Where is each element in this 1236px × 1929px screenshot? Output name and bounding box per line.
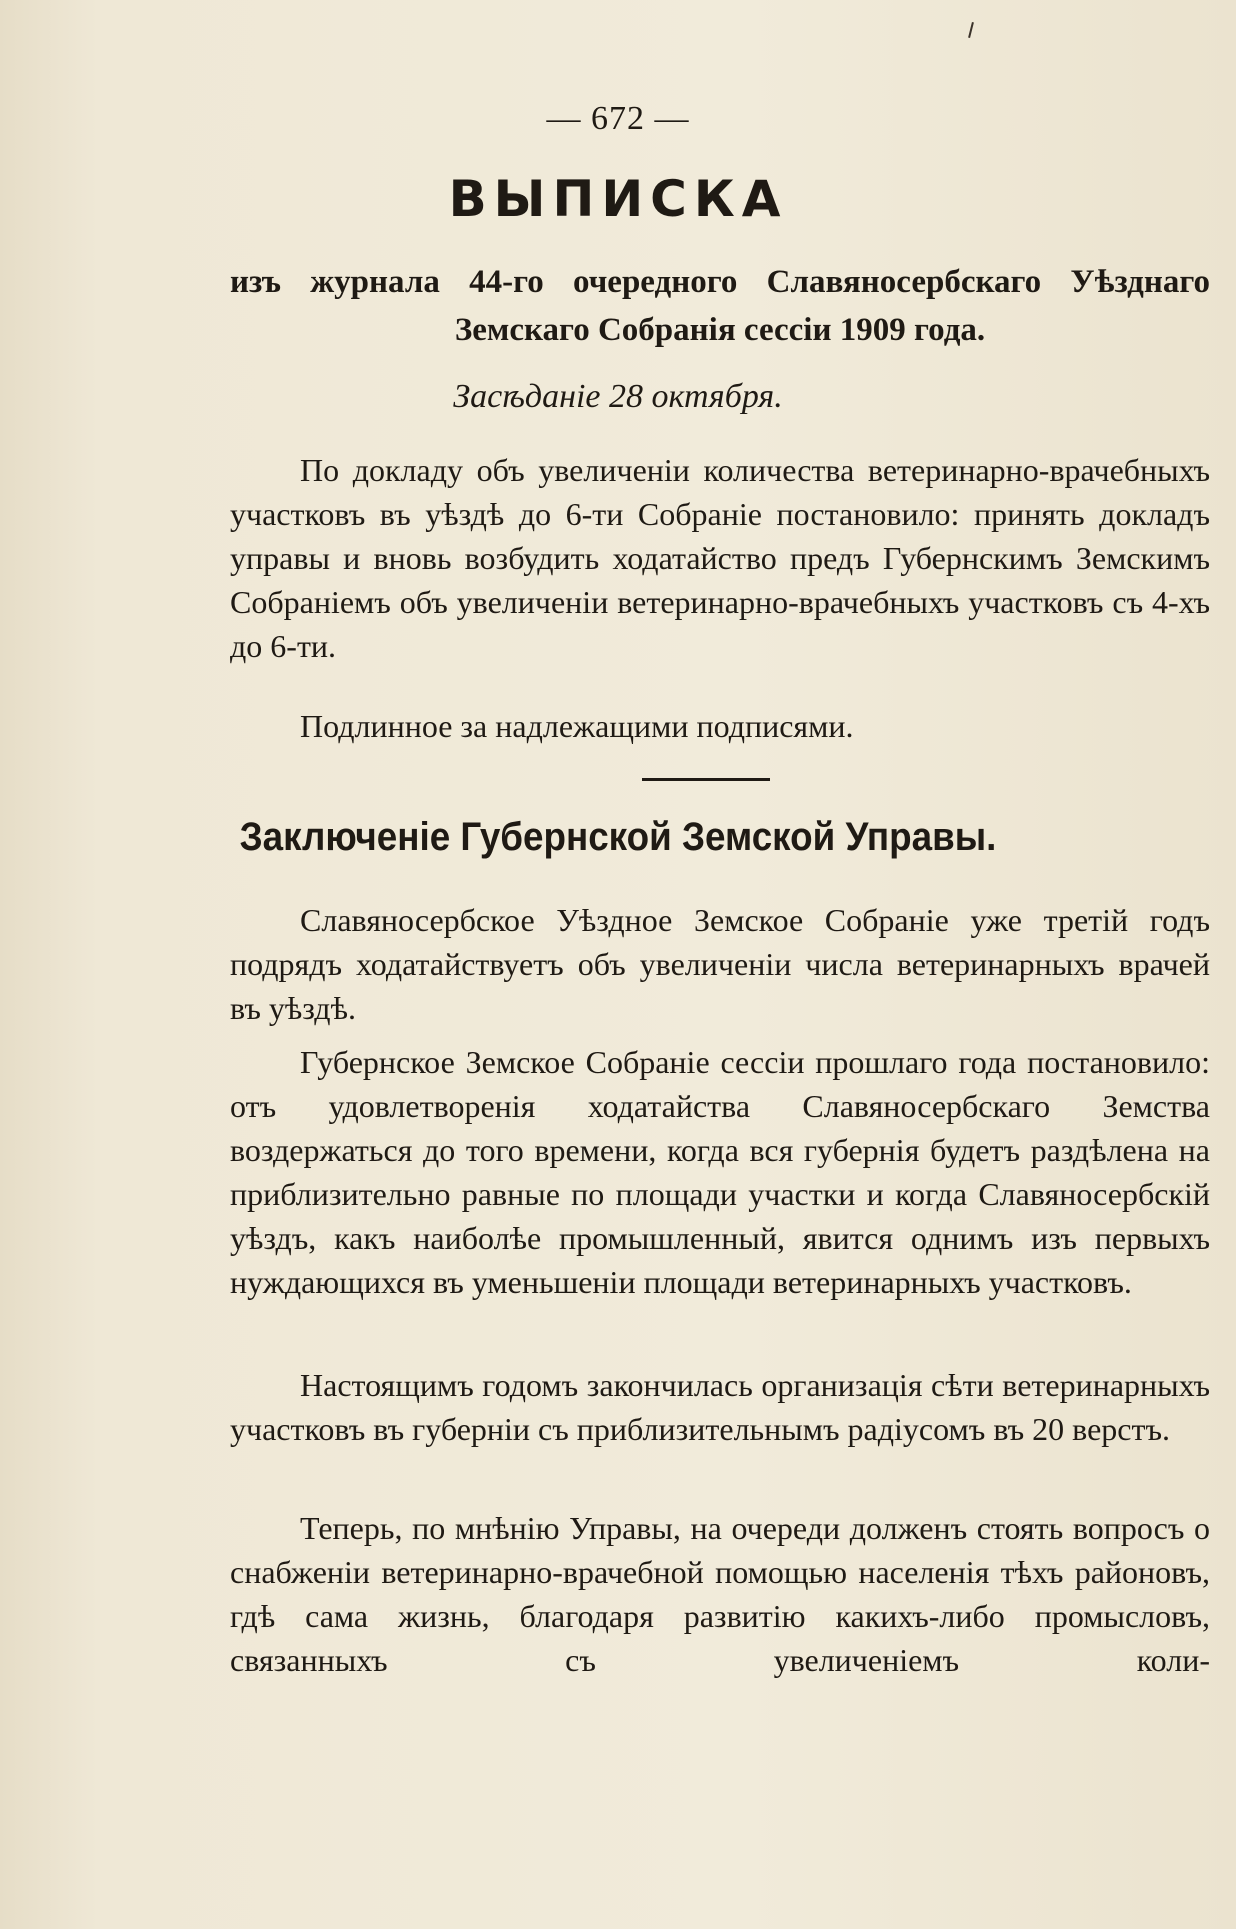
conclusion-paragraph-1: Славяносербское Уѣздное Земское Собраніе уже третій годъ подрядъ ходатайствуетъ объ увеличеніи числа ветеринарныхъ врачей въ уѣздѣ. (230, 902, 1210, 1026)
extract-paragraph-1: По докладу объ увеличеніи количества ветеринарно-врачебныхъ участковъ въ уѣздѣ до 6-ти Собраніе постановило: принять докладъ управы и вновь возбудить ходатайство предъ Губернскимъ Земскимъ Собраніемъ объ увеличеніи ветеринарно-врачебныхъ участковъ съ 4-хъ до 6-ти. (230, 452, 1210, 664)
conclusion-paragraph-4: Теперь, по мнѣнію Управы, на очереди долженъ стоять вопросъ о снабженіи ветеринарно-врачебной помощью населенія тѣхъ районовъ, гдѣ сама жизнь, благодаря развитію какихъ-либо промысловъ, связанныхъ съ увеличеніемъ коли- (230, 1510, 1210, 1678)
extract-paragraph-2: Подлинное за надлежащими подписями. (300, 708, 854, 744)
conclusion-paragraph-3: Настоящимъ годомъ закончилась организація сѣти ветеринарныхъ участковъ въ губерніи съ приблизительнымъ радіусомъ въ 20 верстъ. (230, 1367, 1210, 1447)
session-date: Засѣданіе 28 октября. (453, 378, 783, 415)
page-number: — 672 — (546, 100, 690, 137)
document-subtitle: изъ журнала 44-го очередного Славяносербскаго Уѣзднаго Земскаго Собранія сессіи 1909 года. (230, 264, 1210, 348)
section-divider (642, 778, 770, 781)
section-heading: Заключеніе Губернской Земской Управы. (239, 815, 997, 859)
conclusion-paragraph-2: Губернское Земское Собраніе сессіи прошлаго года постановило: отъ удовлетворенія ходатайства Славяносербскаго Земства воздержаться до того времени, когда вся губернія будетъ раздѣлена на приблизительно равные по площади участки и когда Славяносербскій уѣздъ, какъ наиболѣе промышленный, явится однимъ изъ первыхъ нуждающихся въ уменьшеніи площади ветеринарныхъ участковъ. (230, 1044, 1210, 1300)
document-title: ВЫПИСКА (448, 170, 788, 228)
stray-mark (968, 22, 974, 38)
